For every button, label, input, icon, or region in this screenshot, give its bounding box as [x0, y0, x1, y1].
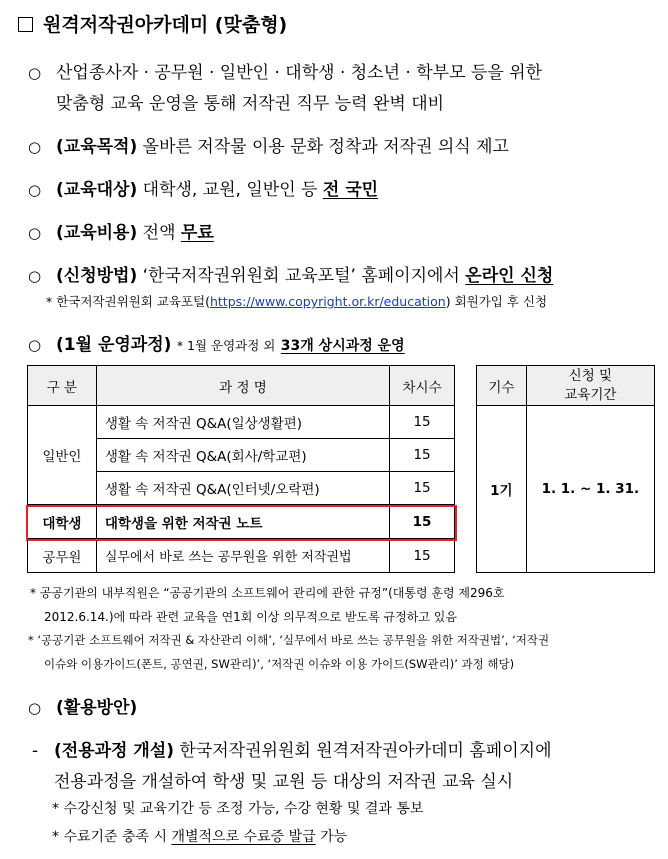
table-row	[28, 539, 455, 573]
header-batch: 기수	[477, 366, 527, 406]
cost-label: (교육비용)	[56, 223, 138, 243]
page-title: 원격저작권아카데미 (맞춤형)	[18, 10, 287, 37]
method-emphasis: 온라인 신청	[465, 266, 554, 286]
target-row	[28, 175, 378, 200]
sessions-cell: 15	[390, 406, 455, 439]
usage-label: (활용방안)	[56, 698, 138, 718]
january-emphasis: 33개 상시과정 운영	[280, 338, 405, 354]
course-cell: 생활 속 저작권 Q&A(인터넷/오락편)	[96, 472, 389, 505]
circle-bullet-icon: ○	[28, 138, 42, 156]
cost-row	[28, 218, 214, 243]
checkbox-icon	[18, 17, 33, 32]
dash-bullet: -	[32, 741, 39, 761]
course-cell: 대학생을 위한 저작권 노트	[96, 505, 389, 539]
category-cell: 일반인	[28, 406, 97, 505]
method-note: * 한국저작권위원회 교육포털(https://www.copyright.or.kr/education) 회원가입 후 신청	[46, 294, 548, 309]
dedicated-sub-2: * 수료기준 충족 시 개별적으로 수료증 발급 가능	[52, 829, 348, 845]
intro-line-1: ○ 산업종사자 · 공무원 · 일반인 · 대학생 · 청소년 · 학부모 등을 위한	[28, 63, 542, 83]
target-label: (교육대상)	[56, 180, 138, 200]
circle-bullet-icon: ○	[28, 64, 42, 82]
period-table	[476, 365, 655, 573]
purpose-text: 올바른 저작물 이용 문화 정착과 저작권 의식 제고	[142, 137, 509, 157]
dedicated-line-1: 한국저작권위원회 원격저작권아카데미 홈페이지에	[179, 741, 552, 761]
purpose-row	[28, 132, 509, 157]
dedicated-sub-2-emphasis: 개별적으로 수료증 발급	[171, 829, 316, 845]
regulation-note-line-1: * 공공기관의 내부직원은 “공공기관의 소프트웨어 관리에 관한 규정”(대통령 훈령 제296호	[30, 586, 505, 600]
january-row	[28, 330, 405, 355]
course-note-line-2: 이슈와 이용가이드(폰트, 공연권, SW관리)’, ‘저작권 이슈와 이용 가이드(SW관리)’ 과정 해당)	[44, 657, 515, 671]
method-label: (신청방법)	[56, 266, 138, 286]
category-cell: 대학생	[28, 505, 97, 539]
purpose-label: (교육목적)	[56, 137, 138, 157]
period-cell: 1. 1. ~ 1. 31.	[526, 406, 654, 573]
highlight-box	[26, 505, 457, 541]
circle-bullet-icon: ○	[28, 181, 42, 199]
table-row	[28, 406, 455, 439]
course-cell: 생활 속 저작권 Q&A(일상생활편)	[96, 406, 389, 439]
course-note-line-1: * ‘공공기관 소프트웨어 저작권 & 자산관리 이해’, ‘실무에서 바로 쓰는 공무원을 위한 저작권법’, ‘저작권	[28, 633, 550, 647]
intro-line-2: 맞춤형 교육 운영을 통해 저작권 직무 능력 완벽 대비	[56, 94, 445, 114]
dedicated-sub-1: * 수강신청 및 교육기간 등 조정 가능, 수강 현황 및 결과 통보	[52, 801, 424, 817]
january-label: (1월 운영과정)	[56, 335, 172, 355]
target-text: 대학생, 교원, 일반인 등	[142, 180, 318, 200]
course-cell: 생활 속 저작권 Q&A(회사/학교편)	[96, 439, 389, 472]
batch-cell: 1기	[477, 406, 527, 573]
dedicated-label: (전용과정 개설)	[54, 741, 174, 761]
regulation-note-line-2: 2012.6.14.)에 따라 관련 교육을 연1회 이상 의무적으로 받도록 규정하고 있음	[44, 610, 457, 624]
header-period: 신청 및 교육기간	[526, 366, 654, 406]
circle-bullet-icon: ○	[28, 224, 42, 242]
sessions-cell: 15	[390, 439, 455, 472]
sessions-cell: 15	[390, 505, 455, 539]
usage-row	[28, 693, 137, 718]
header-category: 구 분	[28, 366, 97, 406]
course-table	[27, 365, 455, 573]
header-sessions: 차시수	[390, 366, 455, 406]
target-emphasis: 전 국민	[322, 180, 379, 200]
header-course: 과 정 명	[96, 366, 389, 406]
cost-emphasis: 무료	[180, 223, 214, 243]
dedicated-row	[32, 736, 552, 761]
january-note: * 1월 운영과정 외	[176, 338, 276, 353]
education-portal-link[interactable]: https://www.copyright.or.kr/education	[209, 294, 446, 309]
course-cell: 실무에서 바로 쓰는 공무원을 위한 저작권법	[96, 539, 389, 573]
method-text: ‘한국저작권위원회 교육포털’ 홈페이지에서	[142, 266, 460, 286]
sessions-cell: 15	[390, 472, 455, 505]
circle-bullet-icon: ○	[28, 336, 42, 354]
circle-bullet-icon: ○	[28, 699, 42, 717]
circle-bullet-icon: ○	[28, 267, 42, 285]
method-row	[28, 261, 553, 286]
dedicated-line-2: 전용과정을 개설하여 학생 및 교원 등 대상의 저작권 교육 실시	[54, 772, 514, 792]
cost-text: 전액	[142, 223, 176, 243]
sessions-cell: 15	[390, 539, 455, 573]
category-cell: 공무원	[28, 539, 97, 573]
